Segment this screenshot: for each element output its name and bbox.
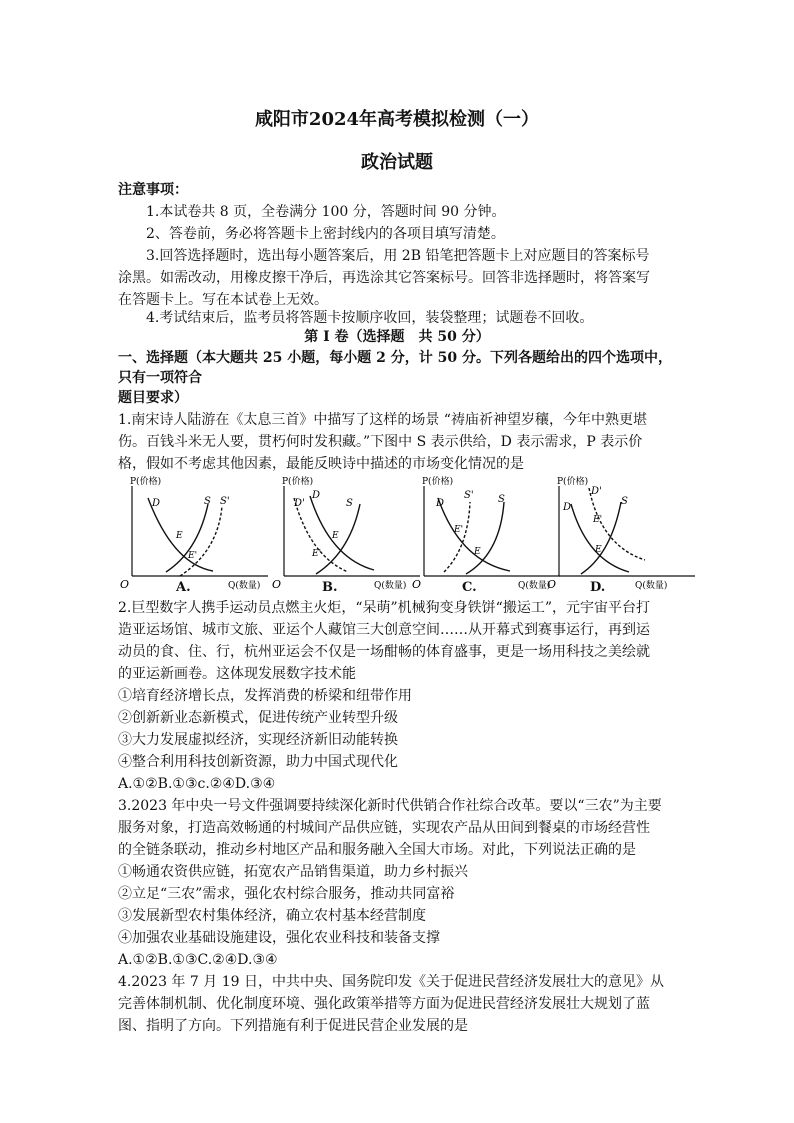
notice-item: 1.本试卷共 8 页，全卷满分 100 分，答题时间 90 分钟。 [146, 204, 506, 220]
notice-item: 在答题卡上。写在本试卷上无效。 [118, 292, 328, 308]
origin-label: O [120, 578, 130, 591]
curve-label: D [436, 498, 445, 509]
question-2-option: ②创新新业态新模式，促进传统产业转型升级 [118, 710, 398, 726]
question-3-option: ①畅通农资供应链，拓宽农产品销售渠道，助力乡村振兴 [118, 864, 468, 880]
question-1-line: 格，假如不考虑其他因素，最能反映诗中描述的市场变化情况的是 [118, 456, 524, 472]
question-4-line: 图、指明了方向。下列措施有利于促进民营企业发展的是 [118, 1018, 468, 1034]
graph-c-label: C. [462, 580, 477, 595]
origin-label: O [547, 578, 557, 591]
graph-b-label: B. [322, 580, 338, 595]
question-2-option: ③大力发展虚拟经济，实现经济新旧动能转换 [118, 732, 398, 748]
q-axis-label: Q(数量) [518, 581, 551, 591]
graph-a [118, 476, 278, 596]
curve-label: S [346, 498, 353, 509]
question-2-answers: A.①②B.①③c.②④D.③④ [118, 776, 276, 792]
point-label: E [332, 531, 339, 541]
curve-label: S' [464, 490, 474, 501]
question-3-option: ④加强农业基础设施建设，强化农业科技和装备支撑 [118, 930, 440, 946]
point-label: E [474, 547, 481, 557]
q-axis-label: Q(数量) [374, 581, 407, 591]
curve-label: D' [591, 486, 602, 497]
question-2-option: ①培育经济增长点，发挥消费的桥梁和纽带作用 [118, 688, 412, 704]
question-3-option: ③发展新型农村集体经济，确立农村基本经营制度 [118, 908, 426, 924]
part-title: 只有一项符合 [118, 370, 202, 386]
curve-label: S' [220, 496, 230, 507]
part-title: 一、选择题（本大题共 25 小题，每小题 2 分，计 50 分。下列各题给出的四个选项中， [118, 350, 672, 366]
question-3-option: ②立足“三农”需求，强化农村综合服务，推动共同富裕 [118, 886, 455, 902]
question-4-line: 完善体制机制、优化制度环境、强化政策举措等方面为促进民营经济发展壮大规划了蓝 [118, 996, 650, 1012]
p-axis-label: P(价格) [557, 477, 589, 487]
graph-b [270, 476, 430, 596]
origin-label: O [272, 578, 282, 591]
question-3-line: 服务对象，打造高效畅通的村城间产品供应链，实现农产品从田间到餐桌的市场经营性 [118, 820, 650, 836]
question-2-line: 动员的食、住、行，杭州亚运会不仅是一场酣畅的体育盛事，更是一场用科技之美绘就 [118, 644, 650, 660]
question-1-line: 伤。百钱斗米无人要，贯朽何时发积藏。”下图中 S 表示供给，D 表示需求，P 表示价 [118, 434, 643, 450]
point-label: E' [312, 549, 322, 559]
question-3-line: 的全链条联动，推动乡村地区产品和服务融入全国大市场。对此，下列说法正确的是 [118, 842, 636, 858]
notice-item: 2、答卷前，务必将答题卡上密封线内的各项目填写清楚。 [146, 226, 505, 242]
curve-label: S [498, 494, 505, 505]
p-axis-label: P(价格) [130, 477, 162, 487]
q-axis-label: Q(数量) [228, 581, 261, 591]
graph-a-label: A. [176, 580, 191, 595]
point-label: E' [454, 525, 464, 535]
q-axis-label: Q(数量) [635, 581, 668, 591]
curve-label: D [312, 490, 321, 501]
question-3-answers: A.①②B.①③C.②④D.③④ [118, 952, 278, 968]
curve-label: D' [294, 498, 305, 509]
question-3-line: 3.2023 年中央一号文件强调要持续深化新时代供销合作社综合改革。要以“三农”为主要 [118, 798, 662, 814]
p-axis-label: P(价格) [282, 477, 314, 487]
question-2-line: 造亚运场馆、城市文旅、亚运个人藏馆三大创意空间……从开幕式到赛事运行，再到运 [118, 622, 650, 638]
question-2-option: ④整合利用科技创新资源，助力中国式现代化 [118, 754, 398, 770]
curve-label: D [152, 498, 161, 509]
point-label: E [595, 545, 602, 555]
notice-item: 3.回答选择题时，选出每小题答案后，用 2B 铅笔把答题卡上对应题目的答案标号 [146, 248, 650, 264]
question-2-line: 的亚运新画卷。这体现发展数字技术能 [118, 666, 356, 682]
question-1-line: 1.南宋诗人陆游在《太息三首》中描写了这样的场景 “祷庙祈神望岁穰，今年中熟更堪 [118, 412, 647, 428]
p-axis-label: P(价格) [422, 477, 454, 487]
notice-item: 涂黑。如需改动，用橡皮擦干净后，再选涂其它答案标号。回答非选择题时，将答案写 [118, 270, 650, 286]
exam-subtitle: 政治试题 [361, 152, 433, 173]
curve-label: S [621, 496, 628, 507]
origin-label: O [412, 578, 422, 591]
point-label: E' [593, 515, 603, 525]
question-2-line: 2.巨型数字人携手运动员点燃主火炬，“呆萌”机械狗变身铁饼“搬运工”，元宇宙平台打 [118, 600, 650, 616]
point-label: E' [188, 551, 198, 561]
question-4-line: 4.2023 年 7 月 19 日，中共中央、国务院印发《关于促进民营经济发展壮大的意见》从 [118, 974, 664, 990]
curve-label: S [204, 496, 211, 507]
notice-heading: 注意事项： [118, 182, 188, 198]
section-heading: 第 I 卷（选择题 共 50 分） [304, 329, 490, 345]
exam-title: 咸阳市2024年高考模拟检测（一） [254, 109, 540, 130]
point-label: E [176, 531, 183, 541]
graph-d [545, 476, 705, 596]
part-title: 题目要求） [118, 390, 188, 406]
notice-item: 4.考试结束后，监考员将答题卡按顺序收回，装袋整理；试题卷不回收。 [146, 310, 594, 326]
graph-d-label: D. [590, 580, 606, 595]
curve-label: D [563, 502, 572, 513]
